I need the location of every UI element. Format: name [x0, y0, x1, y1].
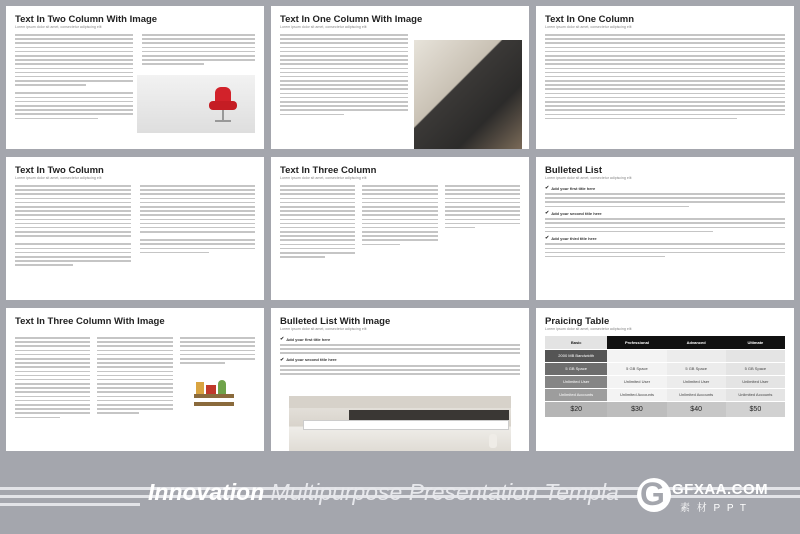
- text-column: [545, 34, 785, 119]
- check-icon: ✔: [280, 356, 285, 363]
- bullet-item: ✔ Add your second title here: [280, 356, 337, 363]
- check-icon: ✔: [545, 235, 550, 242]
- slide-title: Bulleted List: [545, 165, 603, 176]
- text-column: [15, 185, 131, 266]
- bullet-item: ✔ Add your first title here: [280, 336, 331, 342]
- table-row: Unlimited User Unlimited User Unlimited User Unlimited User: [545, 375, 785, 388]
- pricing-header-row: [545, 336, 785, 349]
- slide-subtitle: Lorem ipsum dolor sit amet, consectetur adipiscing elit: [545, 176, 632, 180]
- plan-header: Basic: [545, 336, 607, 349]
- shelf-photo: [180, 376, 255, 416]
- slide-subtitle: Lorem ipsum dolor sit amet, consectetur adipiscing elit: [545, 327, 632, 331]
- text-column: [445, 185, 520, 258]
- slide-pricing-table[interactable]: [536, 308, 794, 451]
- slide-title: Text In Three Column: [280, 165, 377, 176]
- text-column: [280, 185, 355, 258]
- living-room-photo: [414, 40, 522, 149]
- table-row: 2000 MB Bandwidth: [545, 349, 785, 362]
- slide-subtitle: Lorem ipsum dolor sit amet, consectetur adipiscing elit: [280, 327, 367, 331]
- table-row: 5 GB Space 5 GB Space 5 GB Space 5 GB Space: [545, 362, 785, 375]
- slide-title: Praicing Table: [545, 316, 610, 327]
- slide-three-column-with-image[interactable]: [6, 308, 264, 451]
- slide-title: Text In One Column: [545, 14, 635, 25]
- slide-two-column[interactable]: [6, 157, 264, 300]
- slide-subtitle: Lorem ipsum dolor sit amet, consectetur adipiscing elit: [545, 25, 632, 29]
- price: $20: [545, 401, 607, 417]
- slide-subtitle: Lorem ipsum dolor sit amet, consectetur adipiscing elit: [280, 176, 367, 180]
- plan-header: Advanced: [667, 336, 726, 349]
- slide-title: Bulleted List With Image: [280, 316, 391, 327]
- slide-title: Text In Three Column With Image: [15, 316, 165, 327]
- plan-header: Ultimate: [726, 336, 785, 349]
- slide-title: Text In One Column With Image: [280, 14, 423, 25]
- kitchen-photo: [289, 396, 511, 451]
- slide-subtitle: Lorem ipsum dolor sit amet, consectetur adipiscing elit: [15, 25, 102, 29]
- slide-bulleted-list[interactable]: [536, 157, 794, 300]
- banner-stripe: [0, 503, 140, 506]
- check-icon: ✔: [545, 210, 550, 217]
- slide-one-column[interactable]: [536, 6, 794, 149]
- text-column: [15, 337, 90, 418]
- slide-three-column[interactable]: [271, 157, 529, 300]
- watermark-subtitle: 素 材 P P T: [680, 503, 749, 514]
- pricing-table: [545, 336, 785, 418]
- text-column: [15, 34, 133, 119]
- banner-title: Innovation Multipurpose Presentation Templa: [148, 479, 619, 505]
- slide-grid: [6, 6, 794, 452]
- text-column: [280, 34, 408, 115]
- text-column: [97, 337, 172, 418]
- text-column: [362, 185, 437, 258]
- price-row: [545, 401, 785, 417]
- price: $40: [667, 401, 726, 417]
- slide-subtitle: Lorem ipsum dolor sit amet, consectetur adipiscing elit: [15, 176, 102, 180]
- bullet-item: ✔ Add your first title here: [545, 185, 596, 191]
- check-icon: ✔: [545, 185, 550, 191]
- plan-header: Professional: [607, 336, 666, 349]
- slide-title: Text In Two Column: [15, 165, 104, 176]
- price: $30: [607, 401, 666, 417]
- table-row: Unlimited Accounts Unlimited Accounts Unlimited Accounts Unlimited Accounts: [545, 388, 785, 401]
- watermark-logo-icon: G: [640, 476, 665, 512]
- slide-bulleted-list-with-image[interactable]: [271, 308, 529, 451]
- text-column: [140, 185, 256, 266]
- slide-subtitle: Lorem ipsum dolor sit amet, consectetur adipiscing elit: [280, 25, 367, 29]
- red-chair-photo: [137, 75, 255, 133]
- price: $50: [726, 401, 785, 417]
- bullet-item: ✔ Add your second title here: [545, 210, 602, 217]
- image-column: [180, 337, 255, 418]
- check-icon: ✔: [280, 336, 285, 342]
- slide-two-column-with-image[interactable]: [6, 6, 264, 149]
- slide-one-column-with-image[interactable]: [271, 6, 529, 149]
- slide-title: Text In Two Column With Image: [15, 14, 158, 25]
- watermark-name: GFXAA.COM: [672, 481, 769, 498]
- bullet-item: ✔ Add your third title here: [545, 235, 597, 242]
